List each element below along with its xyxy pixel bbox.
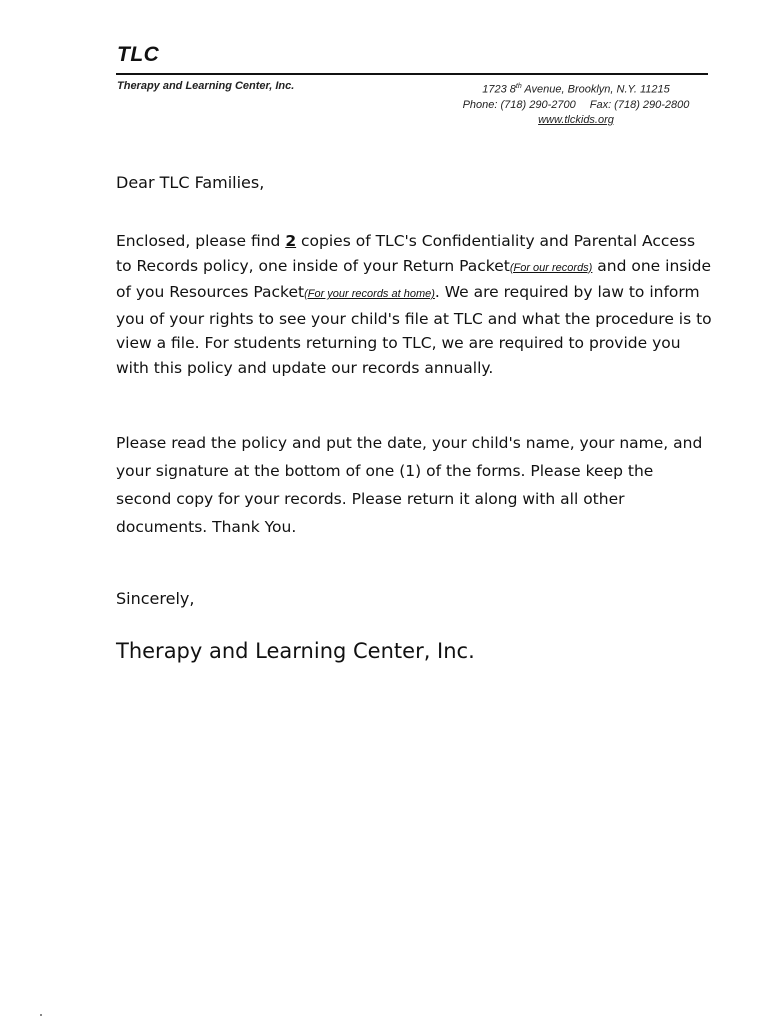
letterhead-rule: [116, 73, 708, 75]
para1-text-c: and one inside of you Resources Packet: [116, 256, 712, 301]
scan-speck: [40, 1014, 42, 1016]
phone-fax-line: [420, 98, 732, 113]
paragraph-instructions: Please read the policy and put the date, your child's name, your name, and your signature at the bottom of one (1) of the forms. Please keep the second copy for your records. Please return it along with all other documents. Thank You.: [116, 434, 703, 536]
paragraph-enclosure: [116, 229, 712, 380]
closing: Sincerely,: [116, 589, 195, 608]
letterhead-contact: [420, 79, 732, 128]
para1-text-d: . We are required by law to inform you of your rights to see your child's file at TLC and what the procedure is to view a file. For students returning to TLC, we are required to provide you with this policy and update our records annually.: [116, 283, 712, 377]
para1-text-b: copies of TLC's Confidentiality and Parental Access to Records policy, one inside of your Return Packet: [116, 232, 696, 275]
logo-text: TLC: [117, 43, 160, 66]
resources-packet-note: (For your records at home): [304, 288, 435, 300]
para1-text-a: Enclosed, please find: [116, 232, 286, 250]
letterhead-org-name: Therapy and Learning Center, Inc.: [117, 80, 295, 92]
phone-number: Phone: (718) 290-2700: [462, 98, 576, 111]
address-rest: Avenue, Brooklyn, N.Y. 11215: [521, 83, 670, 96]
signature-organization: Therapy and Learning Center, Inc.: [116, 639, 475, 663]
fax-number: Fax: (718) 290-2800: [589, 98, 690, 111]
address-line: [420, 79, 732, 98]
address-street: 1723 8: [482, 83, 516, 96]
website-link[interactable]: www.tlckids.org: [538, 113, 614, 126]
salutation: Dear TLC Families,: [116, 173, 265, 192]
address-ordinal: th: [515, 83, 522, 90]
copies-count: 2: [285, 232, 297, 250]
return-packet-note: (For our records): [509, 261, 593, 274]
